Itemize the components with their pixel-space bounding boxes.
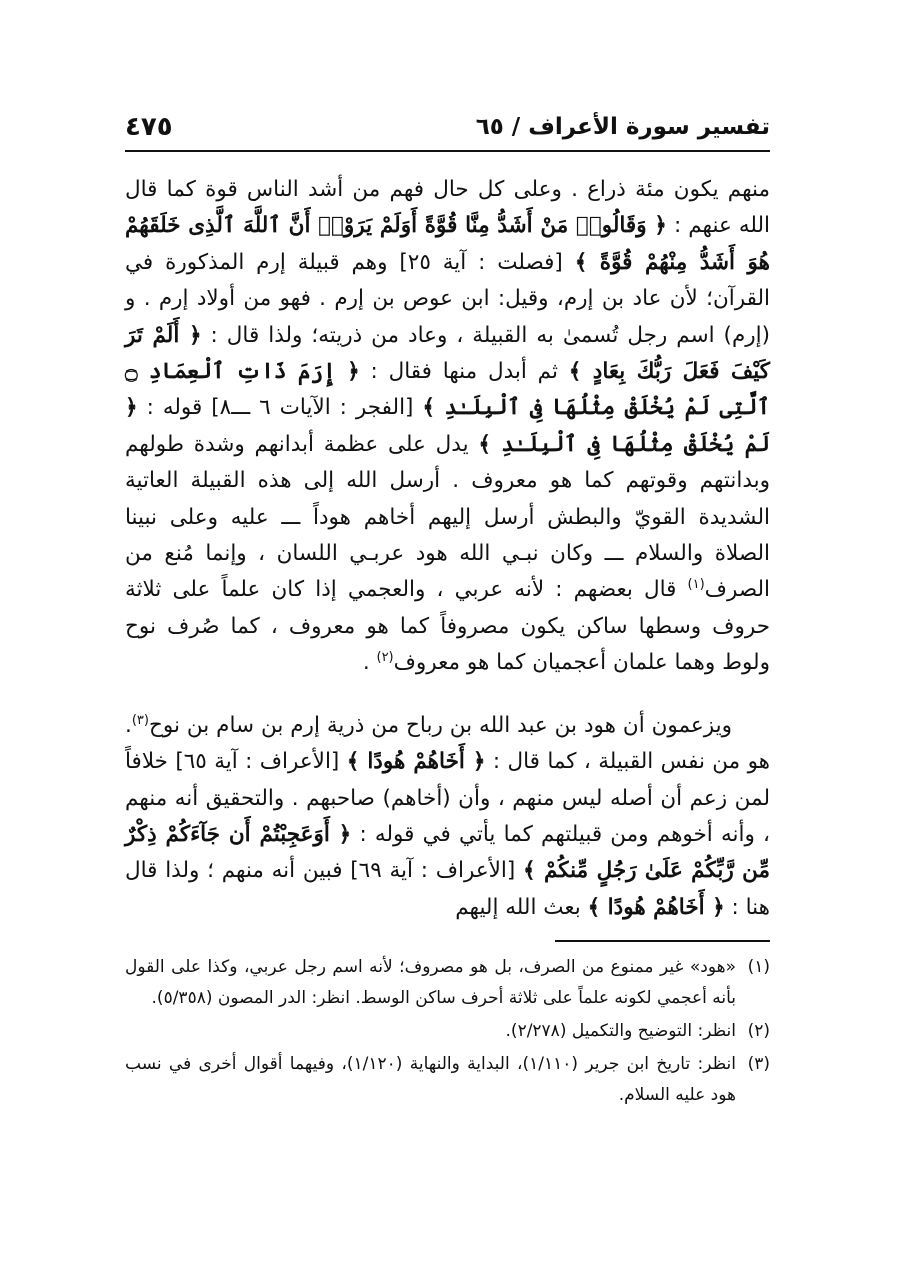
text-run: قال بعضهم : لأنه عربي ، والعجمي إذا كان علماً على ثلاثة حروف وسطها ساكن يكون مصروفاً كما هو معروف ، كما صُرف نوح ولوط وهما علمان أعجميان كما هو معروف	[125, 577, 770, 676]
quran-verse: ﴿ أَوَعَجِبْتُمْ أَن جَآءَكُمْ ذِكْرٌ مِّن رَّبِّكُمْ عَلَىٰ رَجُلٍ مِّنكُمْ ﴾	[125, 821, 771, 884]
page-number: ٤٧٥	[125, 112, 173, 142]
footnote-item	[125, 1049, 770, 1111]
text-run: بعث الله إليهم	[455, 894, 588, 920]
footnote-ref[interactable]: (٣)	[131, 712, 149, 728]
quran-verse: ﴿ وَقَالُوا۟ مَنْ أَشَدُّ مِنَّا قُوَّةً أَوَلَمْ يَرَوْا۟ أَنَّ ٱللَّهَ ٱلَّذِى خَلَقَهُمْ هُوَ أَشَدُّ مِنْهُمْ قُوَّةً ﴾	[125, 213, 770, 275]
text-run: [الأعراف : آية ٦٥] خلافاً لمن زعم أن أصله ليس منهم ، وأن (أخاهم) صاحبهم . والتحقيق أنه منهم ، وأنه أخوهم ومن قبيلتهم كما يأتي في قوله :	[125, 749, 770, 847]
footnote-number: (٢)	[747, 1021, 770, 1041]
footnote-item	[125, 1016, 770, 1047]
text-run: يدل على عظمة أبدانهم وشدة طولهم وبدانتهم وقوتهم كما هو معروف . أرسل الله إلى هذه القبيلة العاتية الشديدة القويّ والبطش أرسل إليهم أخاهم هوداً ـــ عليه وعلى نبينا الصلاة والسلام ـــ وكان نبـي الله هود عربـي اللسان ، وإنما مُنع من الصرف	[125, 431, 770, 603]
paragraph-2	[125, 708, 770, 926]
footnote-text: انظر: التوضيح والتكميل (٢/٢٧٨).	[505, 1021, 736, 1041]
footnote-divider	[555, 940, 770, 942]
main-text	[125, 172, 770, 926]
footnote-ref[interactable]: (١)	[687, 577, 705, 593]
footnote-text: انظر: تاريخ ابن جرير (١/١١٠)، البداية والنهاية (١/١٢٠)، وفيهما أقوال أخرى في نسب هود عليه السلام.	[125, 1054, 736, 1105]
text-run: .	[362, 650, 377, 676]
text-run: [الأعراف : آية ٦٩] فبين أنه منهم ؛ ولذا قال هنا :	[125, 858, 770, 920]
quran-verse: ﴿ أَخَاهُمْ هُودًا ﴾	[587, 894, 725, 920]
quran-verse: ﴿ لَمْ يُخْلَقْ مِثْلُهَا فِى ٱلْبِلَـٰدِ ﴾	[125, 395, 771, 457]
footnote-ref[interactable]: (٢)	[376, 650, 394, 666]
running-title: تفسير سورة الأعراف / ٦٥	[475, 114, 770, 140]
text-run: منهم يكون مئة ذراع . وعلى كل حال فهم من أشد الناس قوة كما قال الله عنهم :	[125, 177, 770, 239]
text-run: [الفجر : الآيات ٦ ـــ٨] قوله :	[137, 395, 423, 421]
text-run: ثم أبدل منها فقال :	[359, 359, 569, 385]
text-run: . هو من نفس القبيلة ، كما قال :	[125, 712, 771, 775]
footnotes	[125, 952, 770, 1113]
footnote-item	[125, 952, 770, 1014]
quran-verse: ﴿ أَلَمْ تَرَ كَيْفَ فَعَلَ رَبُّكَ بِعَادٍ ﴾	[125, 322, 770, 385]
footnote-number: (١)	[747, 957, 770, 977]
text-run: ويزعمون أن هود بن عبد الله بن رباح من ذرية إرم بن سام بن نوح	[148, 712, 732, 738]
page-header	[125, 110, 770, 152]
quran-verse: ﴿ إِرَمَ ذَاتِ ٱلْعِمَادِ ۝ ٱلَّتِى لَمْ يُخْلَقْ مِثْلُهَا فِى ٱلْبِلَـٰدِ ﴾	[125, 359, 770, 421]
footnote-text: «هود» غير ممنوع من الصرف، بل هو مصروف؛ لأنه اسم رجل عربي، وكذا على القول بأنه أعجمي لكونه علماً على ثلاثة أحرف ساكن الوسط. انظر: الدر المصون (٥/٣٥٨).	[125, 957, 736, 1008]
paragraph-1	[125, 172, 770, 682]
quran-verse: ﴿ أَخَاهُمْ هُودًا ﴾	[346, 749, 486, 775]
footnote-number: (٣)	[747, 1054, 770, 1074]
text-run: [فصلت : آية ٢٥] وهم قبيلة إرم المذكورة في القرآن؛ لأن عاد بن إرم، وقيل: ابن عوص بن إرم . فهو من أولاد إرم . و (إرم) اسم رجل تُسمىٰ به القبيلة ، وعاد من ذريته؛ ولذا قال :	[125, 249, 770, 348]
